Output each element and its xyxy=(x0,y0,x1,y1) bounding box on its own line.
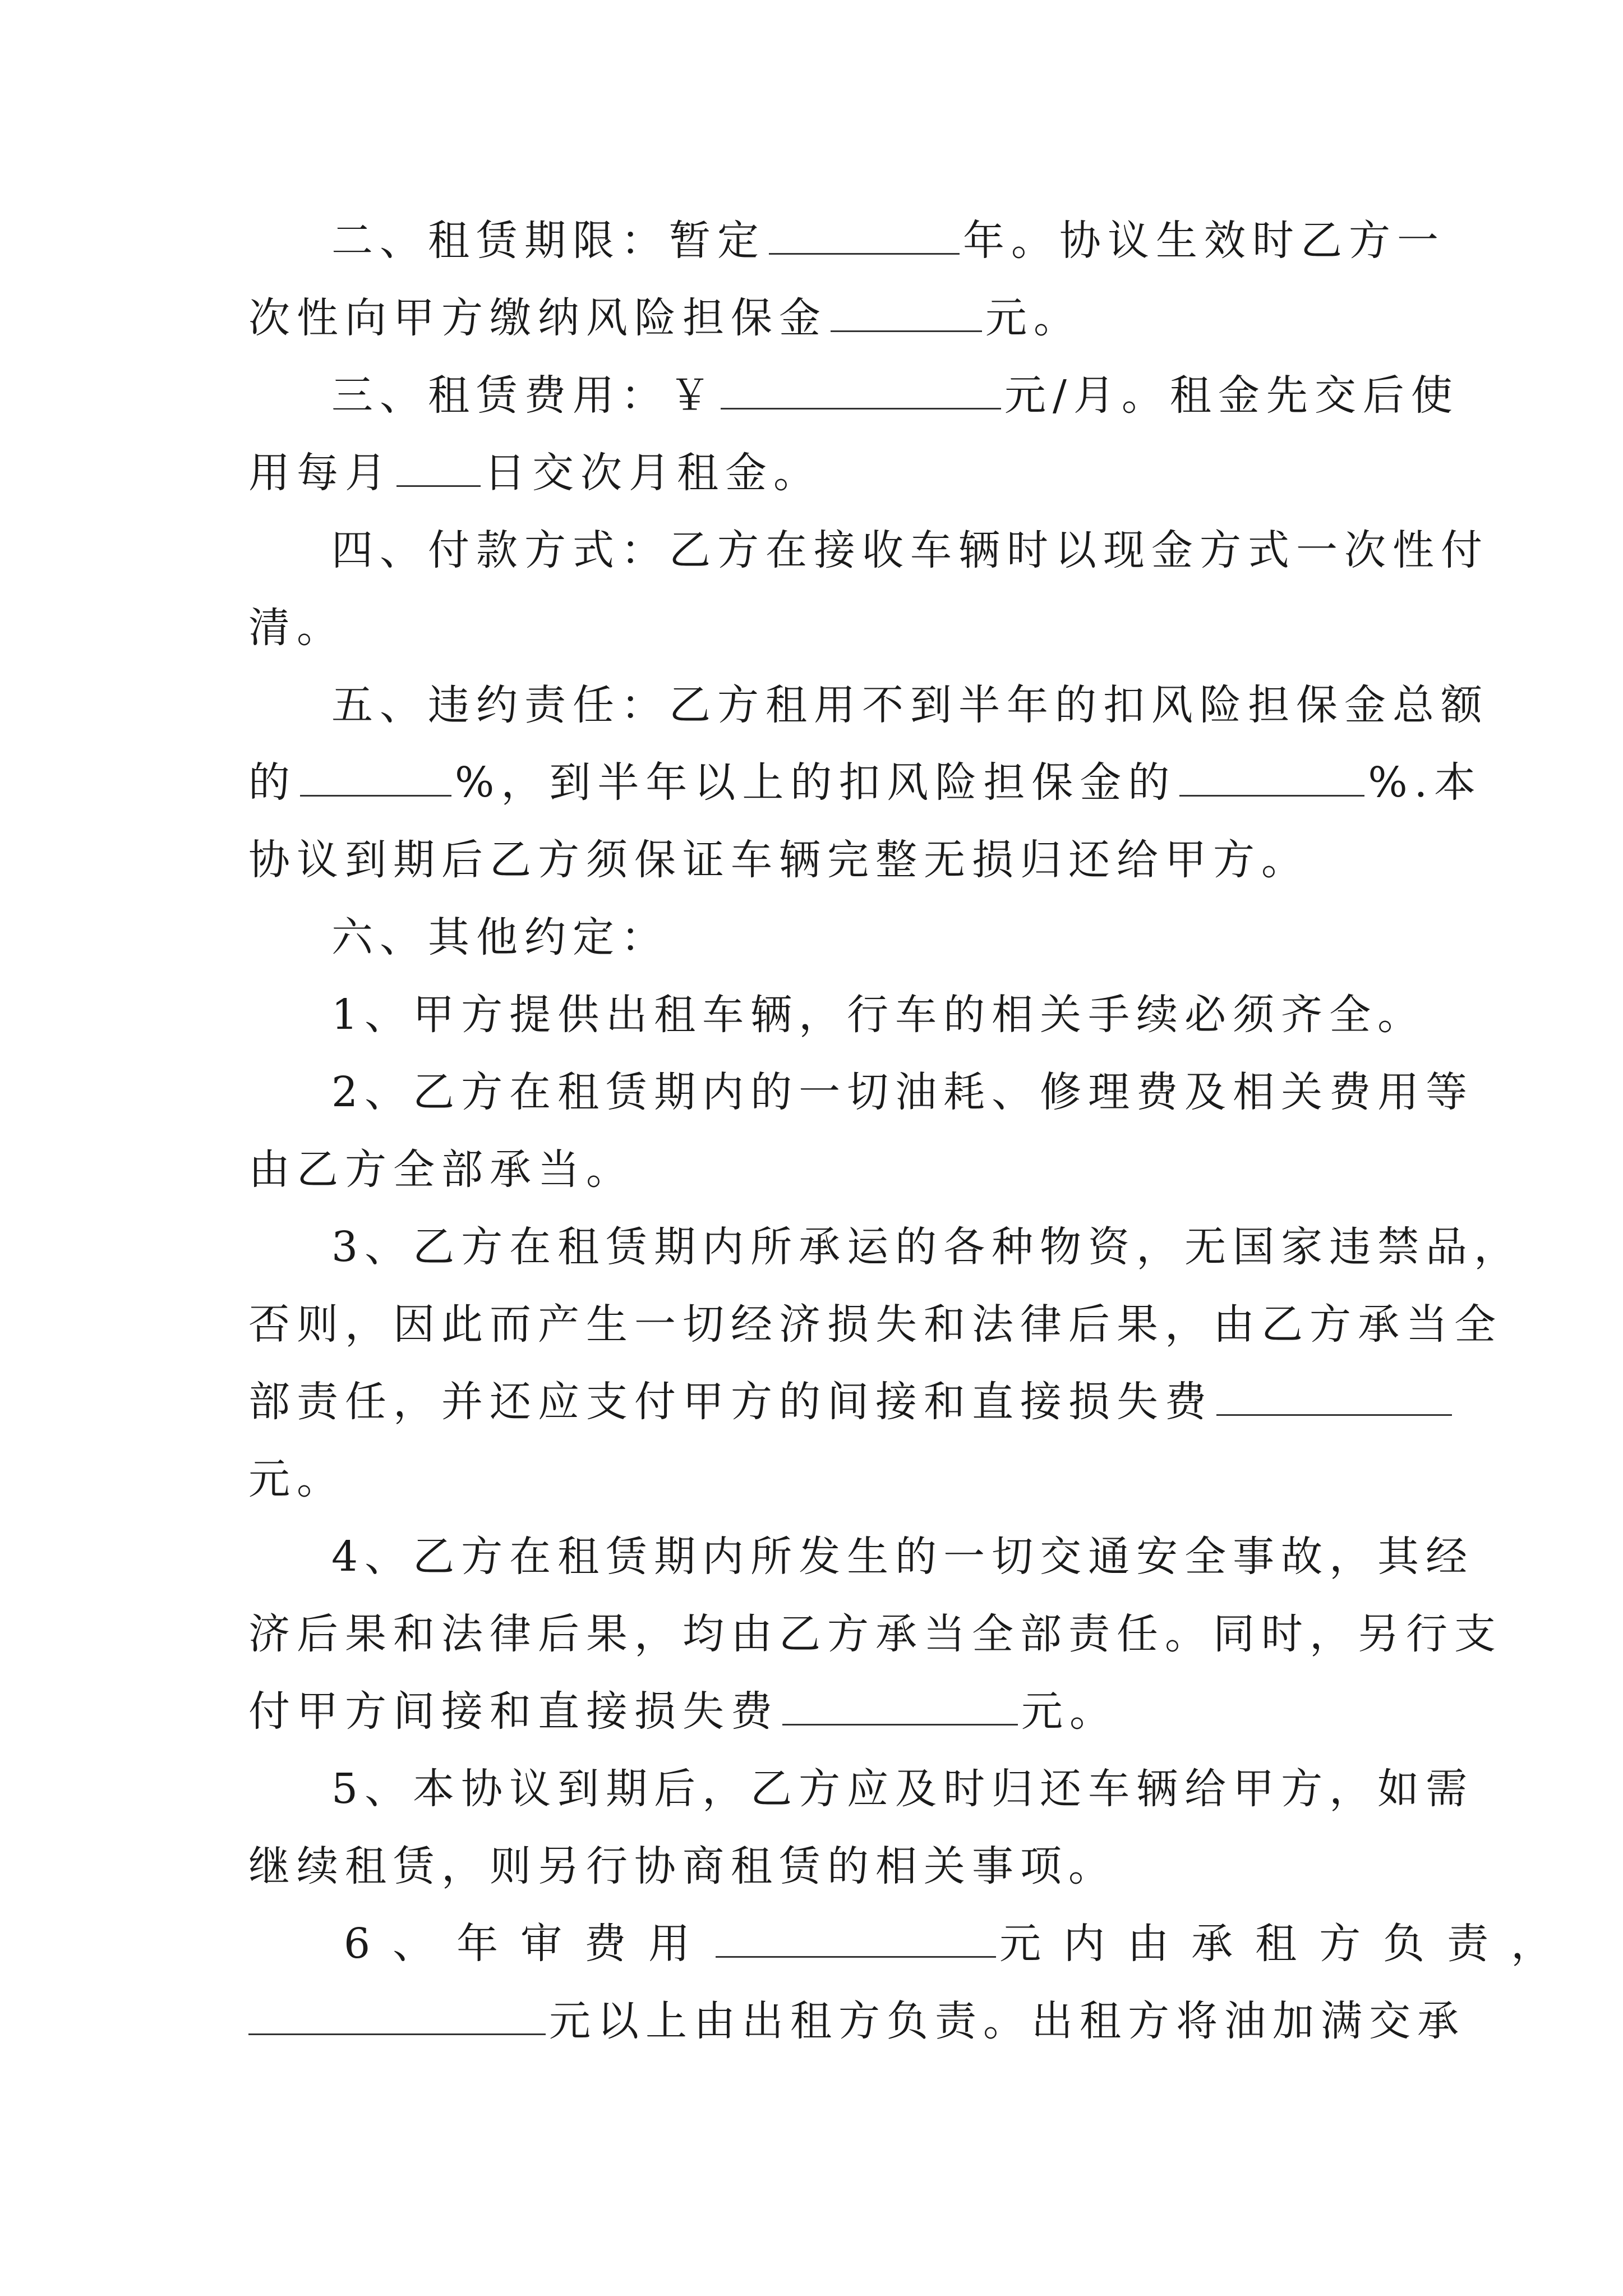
item-5-line-1: 5、本协议到期后，乙方应及时归还车辆给甲方，如需 xyxy=(331,1765,1474,1813)
contract-body xyxy=(248,202,1575,2060)
term-years-blank xyxy=(769,218,960,255)
item-6-line-2: 元以上由出租方负责。出租方将油加满交承 xyxy=(248,1982,1393,2060)
item-5-line-2: 继续租赁，则另行协商租赁的相关事项。 xyxy=(248,1842,1117,1890)
clause-5-line-1: 五、违约责任：乙方租用不到半年的扣风险担保金总额 xyxy=(331,681,1489,729)
indirect-loss-blank-2 xyxy=(782,1689,1018,1726)
clause-2-line-1: 二、租赁期限：暂定 年。协议生效时乙方一 xyxy=(331,217,1445,265)
item-3-line-3: 部责任，并还应支付甲方的间接和直接损失费 xyxy=(248,1363,1393,1441)
inspection-fee-blank-2 xyxy=(248,1999,546,2035)
item-6-line-1: 6、年审费用 元内由承租方负责， xyxy=(344,1920,1575,1968)
item-1-line-1: 1、甲方提供出租车辆，行车的相关手续必须齐全。 xyxy=(331,991,1426,1039)
clause-4-line-2: 清。 xyxy=(248,604,345,652)
rent-day-blank xyxy=(396,450,481,487)
item-4-line-2: 济后果和法律后果，均由乙方承当全部责任。同时，另行支 xyxy=(248,1610,1502,1658)
clause-6-heading: 六、其他约定： xyxy=(331,913,669,961)
clause-5-line-2: 的 %，到半年以上的扣风险担保金的 %.本 xyxy=(248,758,1483,807)
inspection-fee-blank-1 xyxy=(716,1921,996,1958)
rent-amount-blank xyxy=(721,373,1001,409)
clause-3-line-1: 三、租赁费用：￥ 元/月。租金先交后使 xyxy=(331,371,1459,420)
penalty-percent-blank-1 xyxy=(300,760,451,797)
item-4-line-3: 付甲方间接和直接损失费 元。 xyxy=(248,1687,1118,1736)
item-3-line-4: 元。 xyxy=(248,1455,345,1503)
indirect-loss-blank-1 xyxy=(1216,1379,1452,1416)
clause-4-line-1: 四、付款方式：乙方在接收车辆时以现金方式一次性付 xyxy=(331,526,1489,574)
clause-5-line-3: 协议到期后乙方须保证车辆完整无损归还给甲方。 xyxy=(248,836,1310,884)
clause-3-line-2: 用每月 日交次月租金。 xyxy=(248,449,822,497)
item-2-line-2: 由乙方全部承当。 xyxy=(248,1145,634,1194)
item-2-line-1: 2、乙方在租赁期内的一切油耗、修理费及相关费用等 xyxy=(331,1068,1474,1116)
item-3-line-2: 否则，因此而产生一切经济损失和法律后果，由乙方承当全 xyxy=(248,1300,1502,1349)
deposit-amount-blank xyxy=(831,296,982,332)
item-3-line-1: 3、乙方在租赁期内所承运的各种物资，无国家违禁品， xyxy=(331,1223,1523,1271)
item-4-line-1: 4、乙方在租赁期内所发生的一切交通安全事故，其经 xyxy=(331,1533,1474,1581)
clause-2-line-2: 次性向甲方缴纳风险担保金 元。 xyxy=(248,294,1082,342)
penalty-percent-blank-2 xyxy=(1179,760,1364,797)
